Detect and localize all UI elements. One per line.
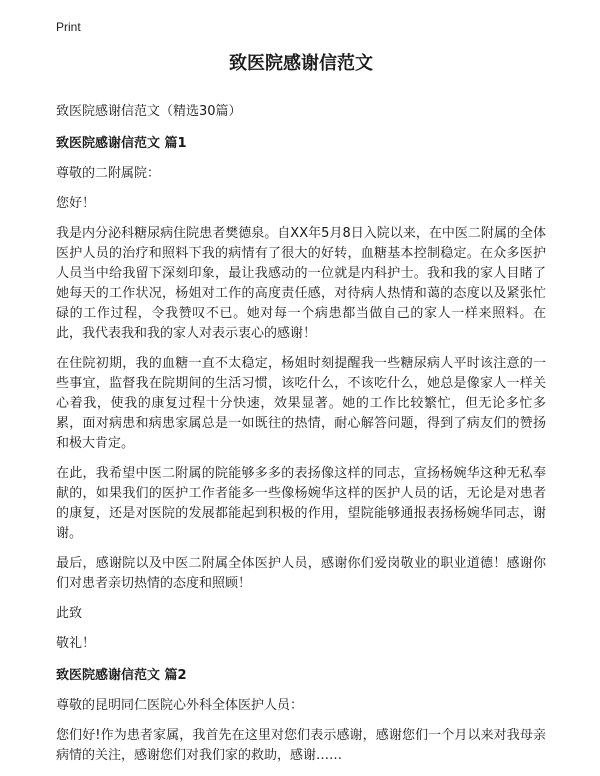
page-title: 致医院感谢信范文 (229, 53, 373, 74)
closing-line: 此致 (56, 606, 83, 621)
salutation: 尊敬的昆明同仁医院心外科全体医护人员： (56, 698, 304, 713)
closing-line: 敬礼！ (56, 636, 96, 651)
body-paragraph: 在此，我希望中医二附属的院能够多多的表扬像这样的同志，宣扬杨婉华这种无私奉献的，如果我们的医护工作者能多一些像杨婉华这样的医护人员的话，无论是对患者的康复，还是对医院的发展都能起到积极的作用，望院能够通报表扬杨婉华同志，谢谢。 (56, 466, 546, 541)
salutation: 尊敬的二附属院： (56, 166, 161, 181)
print-link[interactable]: Print (56, 20, 81, 34)
body-paragraph: 在住院初期，我的血糖一直不太稳定，杨姐时刻提醒我一些糖尿病人平时该注意的一些事宜，监督我在院期间的生活习惯，该吃什么，不该吃什么，她总是像家人一样关心着我，使我的康复过程十分快速，效果显著。她的工作比较繁忙，但无论多忙多累，面对病患和病患家属总是一如既往的热情，耐心解答问题，得到了病友们的赞扬和极大肯定。 (56, 356, 546, 451)
document-subtitle: 致医院感谢信范文（精选30篇） (56, 104, 242, 119)
document-body (56, 52, 546, 776)
body-paragraph: 我是内分泌科糖尿病住院患者樊德泉。自XX年5月8日入院以来，在中医二附属的全体医护人员的治疗和照料下我的病情有了很大的好转，血糖基本控制稳定。在众多医护人员当中给我留下深刻印象，最让我感动的一位就是内科护士。我和我的家人目睹了她每天的工作状况，杨姐对工作的高度责任感，对待病人热情和蔼的态度以及紧张忙碌的工作过程，令我赞叹不已。她对每一个病患都当做自己的家人一样来照料。在此，我代表我和我的家人对表示衷心的感谢！ (56, 226, 546, 341)
body-paragraph: 您们好!作为患者家属，我首先在这里对您们表示感谢，感谢您们一个月以来对我母亲病情的关注，感谢您们对我们家的救助，感谢…… (56, 728, 546, 763)
section-heading-2: 致医院感谢信范文 篇2 (56, 668, 187, 683)
section-heading-1: 致医院感谢信范文 篇1 (56, 136, 187, 151)
greeting: 您好！ (56, 196, 96, 211)
body-paragraph: 最后，感谢院以及中医二附属全体医护人员，感谢你们爱岗敬业的职业道德！感谢你们对患者亲切热情的态度和照顾！ (56, 556, 546, 591)
